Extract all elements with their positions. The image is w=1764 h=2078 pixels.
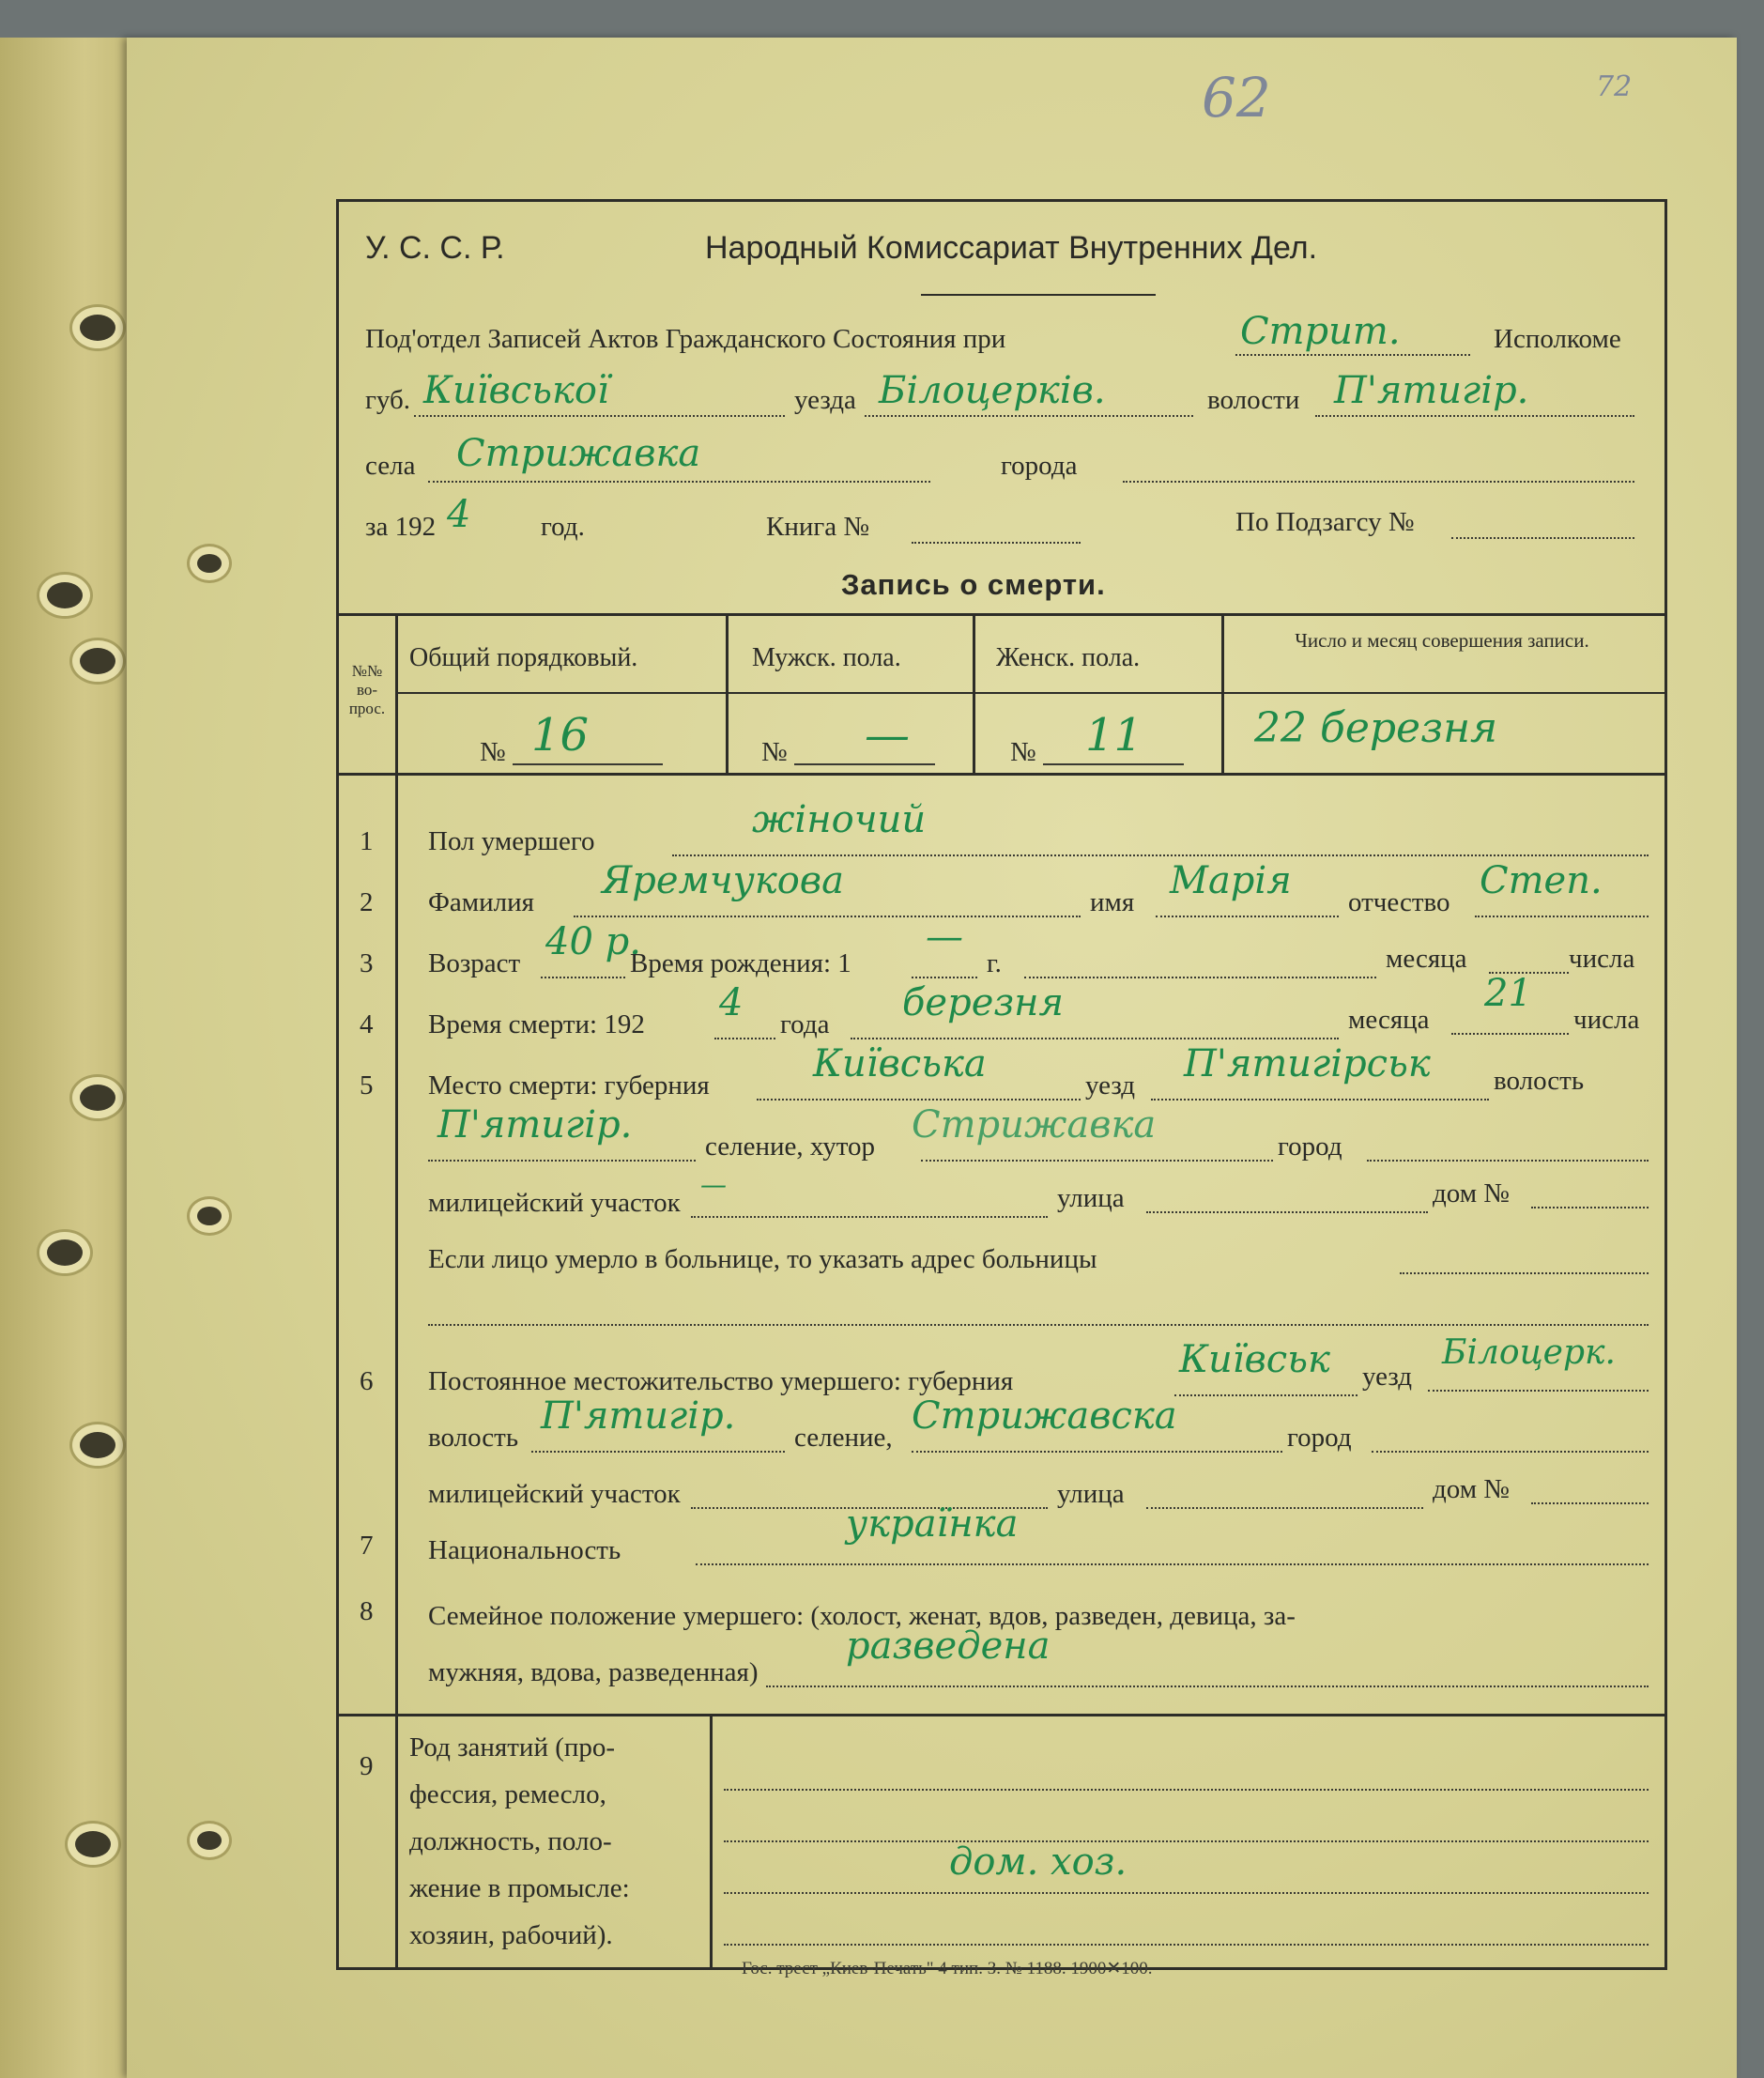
occupation-label-line: должность, поло- — [409, 1826, 612, 1856]
dotted-line — [724, 1840, 1649, 1842]
dotted-line — [691, 1216, 1048, 1218]
nationality-label: Национальность — [428, 1535, 621, 1565]
punch-hole — [197, 1831, 222, 1850]
hw-birth-year: — — [926, 916, 963, 959]
month-label: месяца — [1386, 944, 1467, 974]
marital-status-label-cont: мужняя, вдова, разведенная) — [428, 1657, 759, 1687]
hw-general-number: 16 — [531, 709, 590, 762]
row-number: 3 — [360, 948, 374, 978]
dotted-line — [428, 481, 930, 483]
year-word: года — [780, 1009, 830, 1039]
uezd-label: уезд — [1085, 1070, 1136, 1101]
hw-marital-status: разведена — [846, 1624, 1051, 1668]
police-district-label: милицейский участок — [428, 1479, 681, 1509]
hw-sex: жіночий — [752, 798, 927, 841]
dotted-line — [574, 916, 1081, 917]
punch-hole — [80, 1085, 115, 1111]
residence-label: Постоянное местожительство умершего: губерния — [428, 1366, 1014, 1396]
hw-gub: Київської — [423, 369, 609, 412]
hw-residence-volost: П'ятигір. — [541, 1394, 736, 1438]
volost-label: волость — [428, 1423, 519, 1453]
row-number: 9 — [360, 1751, 374, 1781]
header-row-divider — [395, 692, 1664, 694]
question-column-border — [395, 613, 398, 1967]
female-header: Женск. пола. — [996, 643, 1141, 672]
dotted-line — [696, 1563, 1649, 1565]
day-label: числа — [1573, 1005, 1640, 1035]
death-record-form — [336, 199, 1667, 1970]
dotted-line — [1146, 1507, 1423, 1509]
commissariat-title: Народный Комиссариат Внутренних Дел. — [705, 230, 1318, 266]
header-bottom-border — [339, 773, 1664, 776]
dotted-line — [1428, 1390, 1649, 1392]
year-suffix: год. — [541, 512, 585, 542]
dotted-line — [428, 1324, 1649, 1326]
dotted-line — [865, 415, 1193, 417]
row-number: 8 — [360, 1596, 374, 1626]
settlement-label: селение, — [794, 1423, 893, 1453]
subdept-label: Под'отдел Записей Актов Гражданского Состояния при — [365, 324, 1006, 354]
dotted-line — [1043, 763, 1184, 765]
hw-death-uezd: П'ятигірськ — [1184, 1042, 1431, 1085]
dotted-line — [1451, 537, 1634, 539]
dotted-line — [541, 977, 625, 978]
dotted-line — [912, 542, 1081, 544]
hw-volost: П'ятигір. — [1334, 369, 1529, 412]
sex-label: Пол умершего — [428, 826, 595, 856]
dotted-line — [921, 1160, 1273, 1162]
occupation-label-line: Род занятий (про- — [409, 1732, 616, 1762]
dotted-line — [912, 977, 977, 978]
name-label: имя — [1090, 887, 1135, 917]
volost-label: волость — [1494, 1066, 1585, 1096]
dotted-line — [1531, 1502, 1649, 1504]
no-sign: № — [1010, 737, 1036, 767]
row-number: 5 — [360, 1070, 374, 1101]
gub-label: губ. — [365, 385, 411, 415]
house-label: дом № — [1433, 1178, 1510, 1208]
dotted-line — [1400, 1272, 1649, 1274]
hw-death-month: березня — [902, 981, 1065, 1024]
hw-occupation: дом. хоз. — [949, 1840, 1127, 1884]
dotted-line — [1372, 1451, 1649, 1453]
row-number: 1 — [360, 826, 374, 856]
table-top-border — [339, 613, 1664, 616]
punch-hole — [80, 315, 115, 341]
city-label: город — [1278, 1131, 1342, 1162]
punch-hole — [80, 1432, 115, 1458]
dotted-line — [1123, 481, 1634, 483]
hw-death-volost: П'ятигір. — [437, 1103, 633, 1147]
dotted-line — [851, 1038, 1339, 1039]
printer-footer: Гос. трест „Киев-Печать" 4 тип. З. № 1188. 1900✕100. — [742, 1959, 1153, 1978]
dotted-line — [1315, 415, 1634, 417]
occupation-label-line: хозяин, рабочий). — [409, 1920, 613, 1950]
dotted-line — [414, 415, 785, 417]
corner-folio-number: 72 — [1596, 70, 1633, 103]
dotted-line — [1475, 916, 1649, 917]
dotted-line — [724, 1892, 1649, 1894]
row9-top-border — [339, 1714, 1664, 1716]
hw-death-year: 4 — [719, 981, 744, 1024]
dotted-line — [428, 1160, 696, 1162]
dotted-line — [757, 1099, 1081, 1101]
punch-hole — [197, 554, 222, 573]
dotted-line — [794, 763, 935, 765]
birth-label: Время рождения: 1 — [630, 948, 851, 978]
question-number-header: №№ во- прос. — [348, 662, 386, 717]
dotted-line — [1156, 916, 1339, 917]
dotted-line — [912, 1451, 1282, 1453]
house-label: дом № — [1433, 1474, 1510, 1504]
hw-year: 4 — [447, 493, 471, 536]
hw-subdept: Стрит. — [1240, 310, 1401, 353]
year-prefix: за 192 — [365, 512, 437, 542]
gorod-label: города — [1001, 451, 1078, 481]
hw-death-gub: Київська — [813, 1042, 987, 1085]
date-header: Число и месяц совершения записи. — [1295, 629, 1589, 652]
punch-hole — [80, 648, 115, 674]
occupation-label-line: жение в промысле: — [409, 1873, 630, 1903]
street-label: улица — [1057, 1183, 1125, 1213]
hw-uezd: Білоцерків. — [879, 369, 1106, 412]
settlement-label: селение, хутор — [705, 1131, 876, 1162]
dotted-line — [1174, 1394, 1358, 1396]
age-label: Возраст — [428, 948, 521, 978]
patronymic-label: отчество — [1348, 887, 1450, 917]
hw-record-date: 22 березня — [1254, 704, 1498, 752]
hw-name: Марія — [1170, 859, 1292, 902]
dotted-line — [766, 1685, 1649, 1687]
book-label: Книга № — [766, 512, 870, 542]
death-place-label: Место смерти: губерния — [428, 1070, 710, 1101]
marital-status-label: Семейное положение умершего: (холост, женат, вдов, разведен, девица, за- — [428, 1601, 1296, 1631]
ussr-label: У. С. С. Р. — [365, 230, 505, 266]
male-header: Мужск. пола. — [752, 643, 901, 672]
dotted-line — [513, 763, 663, 765]
punch-hole — [47, 1239, 83, 1266]
volost-label: волости — [1207, 385, 1300, 415]
row-number: 6 — [360, 1366, 374, 1396]
hw-police-district: — — [700, 1169, 727, 1200]
left-page-edge — [0, 38, 144, 2078]
dotted-line — [1367, 1160, 1649, 1162]
hw-death-day: 21 — [1484, 972, 1532, 1015]
surname-label: Фамилия — [428, 887, 534, 917]
hw-selo: Стрижавка — [456, 432, 701, 475]
hw-residence-gub: Київськ — [1179, 1338, 1330, 1381]
punch-hole — [197, 1207, 222, 1225]
row-number: 4 — [360, 1009, 374, 1039]
dotted-line — [724, 1944, 1649, 1946]
street-label: улица — [1057, 1479, 1125, 1509]
no-sign: № — [480, 737, 506, 767]
pencil-folio-number: 62 — [1202, 66, 1271, 130]
hw-age: 40 р. — [545, 920, 641, 963]
ispolkom-label: Исполкоме — [1494, 324, 1621, 354]
city-label: город — [1287, 1423, 1352, 1453]
dotted-line — [1451, 1033, 1569, 1035]
dotted-line — [531, 1451, 785, 1453]
record-title: Запись о смерти. — [841, 568, 1106, 601]
month-label: месяца — [1348, 1005, 1430, 1035]
occupation-label-border — [710, 1714, 713, 1967]
day-label: числа — [1569, 944, 1635, 974]
hw-patronymic: Степ. — [1480, 859, 1603, 902]
hw-surname: Яремчукова — [602, 859, 844, 902]
dotted-line — [1024, 977, 1376, 978]
death-time-label: Время смерти: 192 — [428, 1009, 645, 1039]
uezd-label: уезд — [1362, 1362, 1413, 1392]
dotted-line — [714, 1038, 775, 1039]
hw-nationality: українка — [846, 1502, 1019, 1546]
row-number: 2 — [360, 887, 374, 917]
dotted-line — [1146, 1211, 1428, 1213]
selo-label: села — [365, 451, 416, 481]
punch-hole — [75, 1831, 111, 1857]
dotted-line — [724, 1789, 1649, 1791]
dotted-line — [1531, 1207, 1649, 1208]
podzags-label: По Подзагсу № — [1235, 507, 1415, 537]
hw-residence-settlement: Стрижавска — [912, 1394, 1177, 1438]
occupation-label-line: фессия, ремесло, — [409, 1779, 606, 1809]
hw-female-number: 11 — [1085, 709, 1143, 762]
police-district-label: милицейский участок — [428, 1188, 681, 1218]
hospital-label: Если лицо умерло в больнице, то указать адрес больницы — [428, 1244, 1097, 1274]
title-underline — [921, 294, 1156, 296]
dotted-line — [1151, 1099, 1489, 1101]
uezd-label: уезда — [794, 385, 856, 415]
punch-hole — [47, 582, 83, 608]
hw-residence-uezd: Білоцерк. — [1442, 1333, 1616, 1372]
hw-death-settlement: Стрижавка — [912, 1103, 1157, 1147]
dotted-line — [672, 854, 1649, 856]
dotted-line — [1235, 354, 1470, 356]
year-abbr: г. — [987, 948, 1002, 978]
general-number-header: Общий порядковый. — [409, 643, 638, 672]
row-number: 7 — [360, 1531, 374, 1561]
no-sign: № — [761, 737, 788, 767]
hw-male-number: — — [865, 709, 910, 762]
